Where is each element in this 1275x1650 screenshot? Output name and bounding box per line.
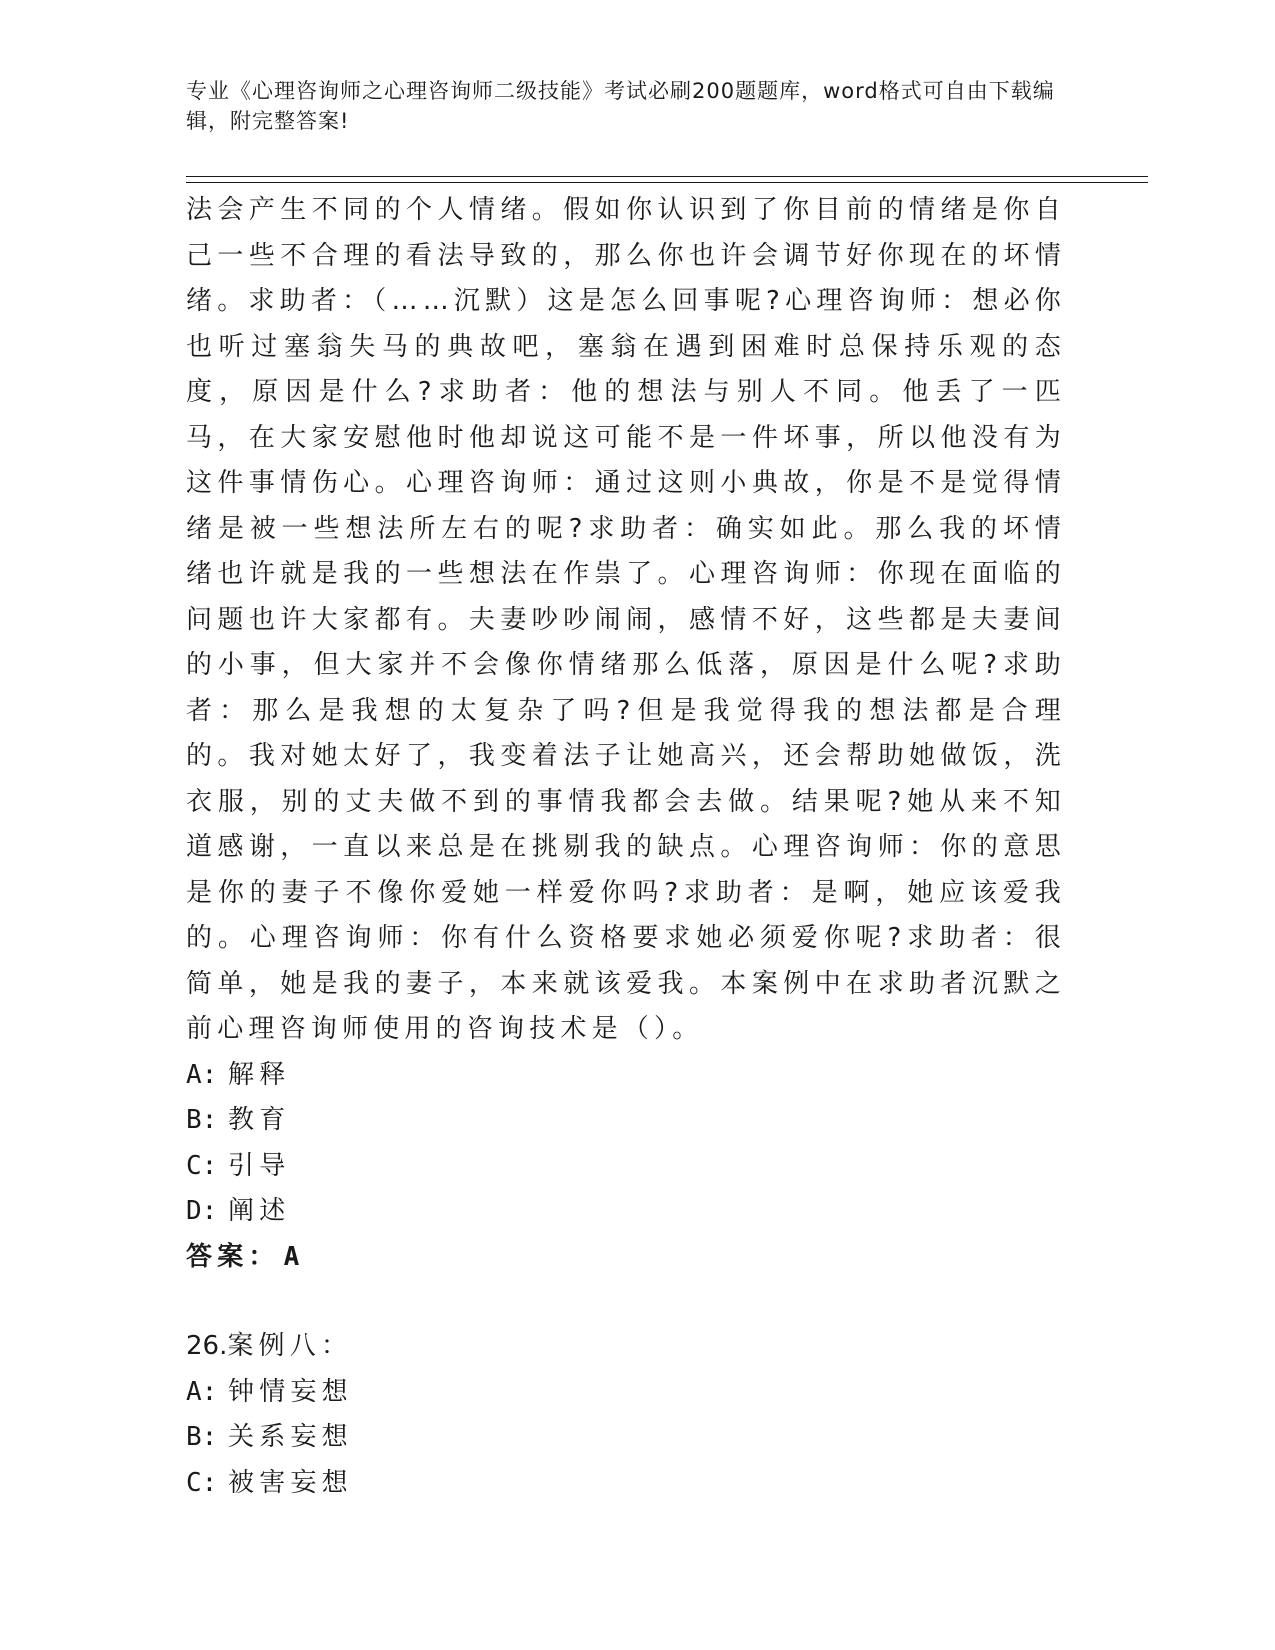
option-letter: C:: [186, 1467, 218, 1498]
option-text: 解释: [228, 1059, 291, 1090]
option-letter: D:: [186, 1196, 218, 1226]
header-rule-bottom: [186, 182, 1148, 183]
option-a: [186, 1053, 1066, 1099]
option-letter: A:: [186, 1376, 218, 1407]
option-text: 被害妄想: [228, 1467, 353, 1498]
option-b: [186, 1098, 1066, 1144]
option-text: 阐述: [228, 1196, 291, 1226]
question-number: 26.: [186, 1331, 228, 1361]
question-text: 法会产生不同的个人情绪。假如你认识到了你目前的情绪是你自己一些不合理的看法导致的，那么你也许会调节好你现在的坏情绪。求助者：（……沉默）这是怎么回事呢?心理咨询师：想必你也听过塞翁失马的典故吧，塞翁在遇到困难时总保持乐观的态度，原因是什么?求助者：他的想法与别人不同。他丢了一匹马，在大家安慰他时他却说这可能不是一件坏事，所以他没有为这件事情伤心。心理咨询师：通过这则小典故，你是不是觉得情绪是被一些想法所左右的呢?求助者：确实如此。那么我的坏情绪也许就是我的一些想法在作祟了。心理咨询师：你现在面临的问题也许大家都有。夫妻吵吵闹闹，感情不好，这些都是夫妻间的小事，但大家并不会像你情绪那么低落，原因是什么呢?求助者：那么是我想的太复杂了吗?但是我觉得我的想法都是合理的。我对她太好了，我变着法子让她高兴，还会帮助她做饭，洗衣服，别的丈夫做不到的事情我都会去做。结果呢?她从来不知道感谢，一直以来总是在挑剔我的缺点。心理咨询师：你的意思是你的妻子不像你爱她一样爱你吗?求助者：是啊，她应该爱我的。心理咨询师：你有什么资格要求她必须爱你呢?求助者：很简单，她是我的妻子，本来就该爱我。本案例中在求助者沉默之前心理咨询师使用的咨询技术是（）。: [186, 195, 1066, 1044]
question-26-text: 案例八：: [227, 1331, 353, 1361]
option-letter: B:: [186, 1105, 218, 1135]
option-letter: A:: [186, 1059, 218, 1090]
question-26: [186, 1324, 1066, 1506]
option-letter: C:: [186, 1150, 218, 1181]
answer-value: A: [283, 1241, 300, 1272]
option-text: 教育: [228, 1105, 291, 1135]
question-content: [186, 188, 1066, 1506]
q26-option-b: [186, 1415, 1066, 1461]
option-text: 钟情妄想: [228, 1376, 353, 1407]
option-text: 关系妄想: [228, 1422, 353, 1452]
option-letter: B:: [186, 1422, 218, 1452]
option-text: 引导: [228, 1150, 291, 1181]
q26-option-a: [186, 1370, 1066, 1416]
answer-label: 答案：: [186, 1241, 280, 1272]
q26-option-c: [186, 1461, 1066, 1507]
answer-line: [186, 1235, 1066, 1281]
option-d: [186, 1189, 1066, 1235]
question-26-title: [186, 1324, 1066, 1370]
option-c: [186, 1144, 1066, 1190]
page-header-title: 专业《心理咨询师之心理咨询师二级技能》考试必刷200题题库，word格式可自由下载编辑，附完整答案!: [186, 79, 1055, 133]
header-rule-top: [186, 176, 1148, 177]
